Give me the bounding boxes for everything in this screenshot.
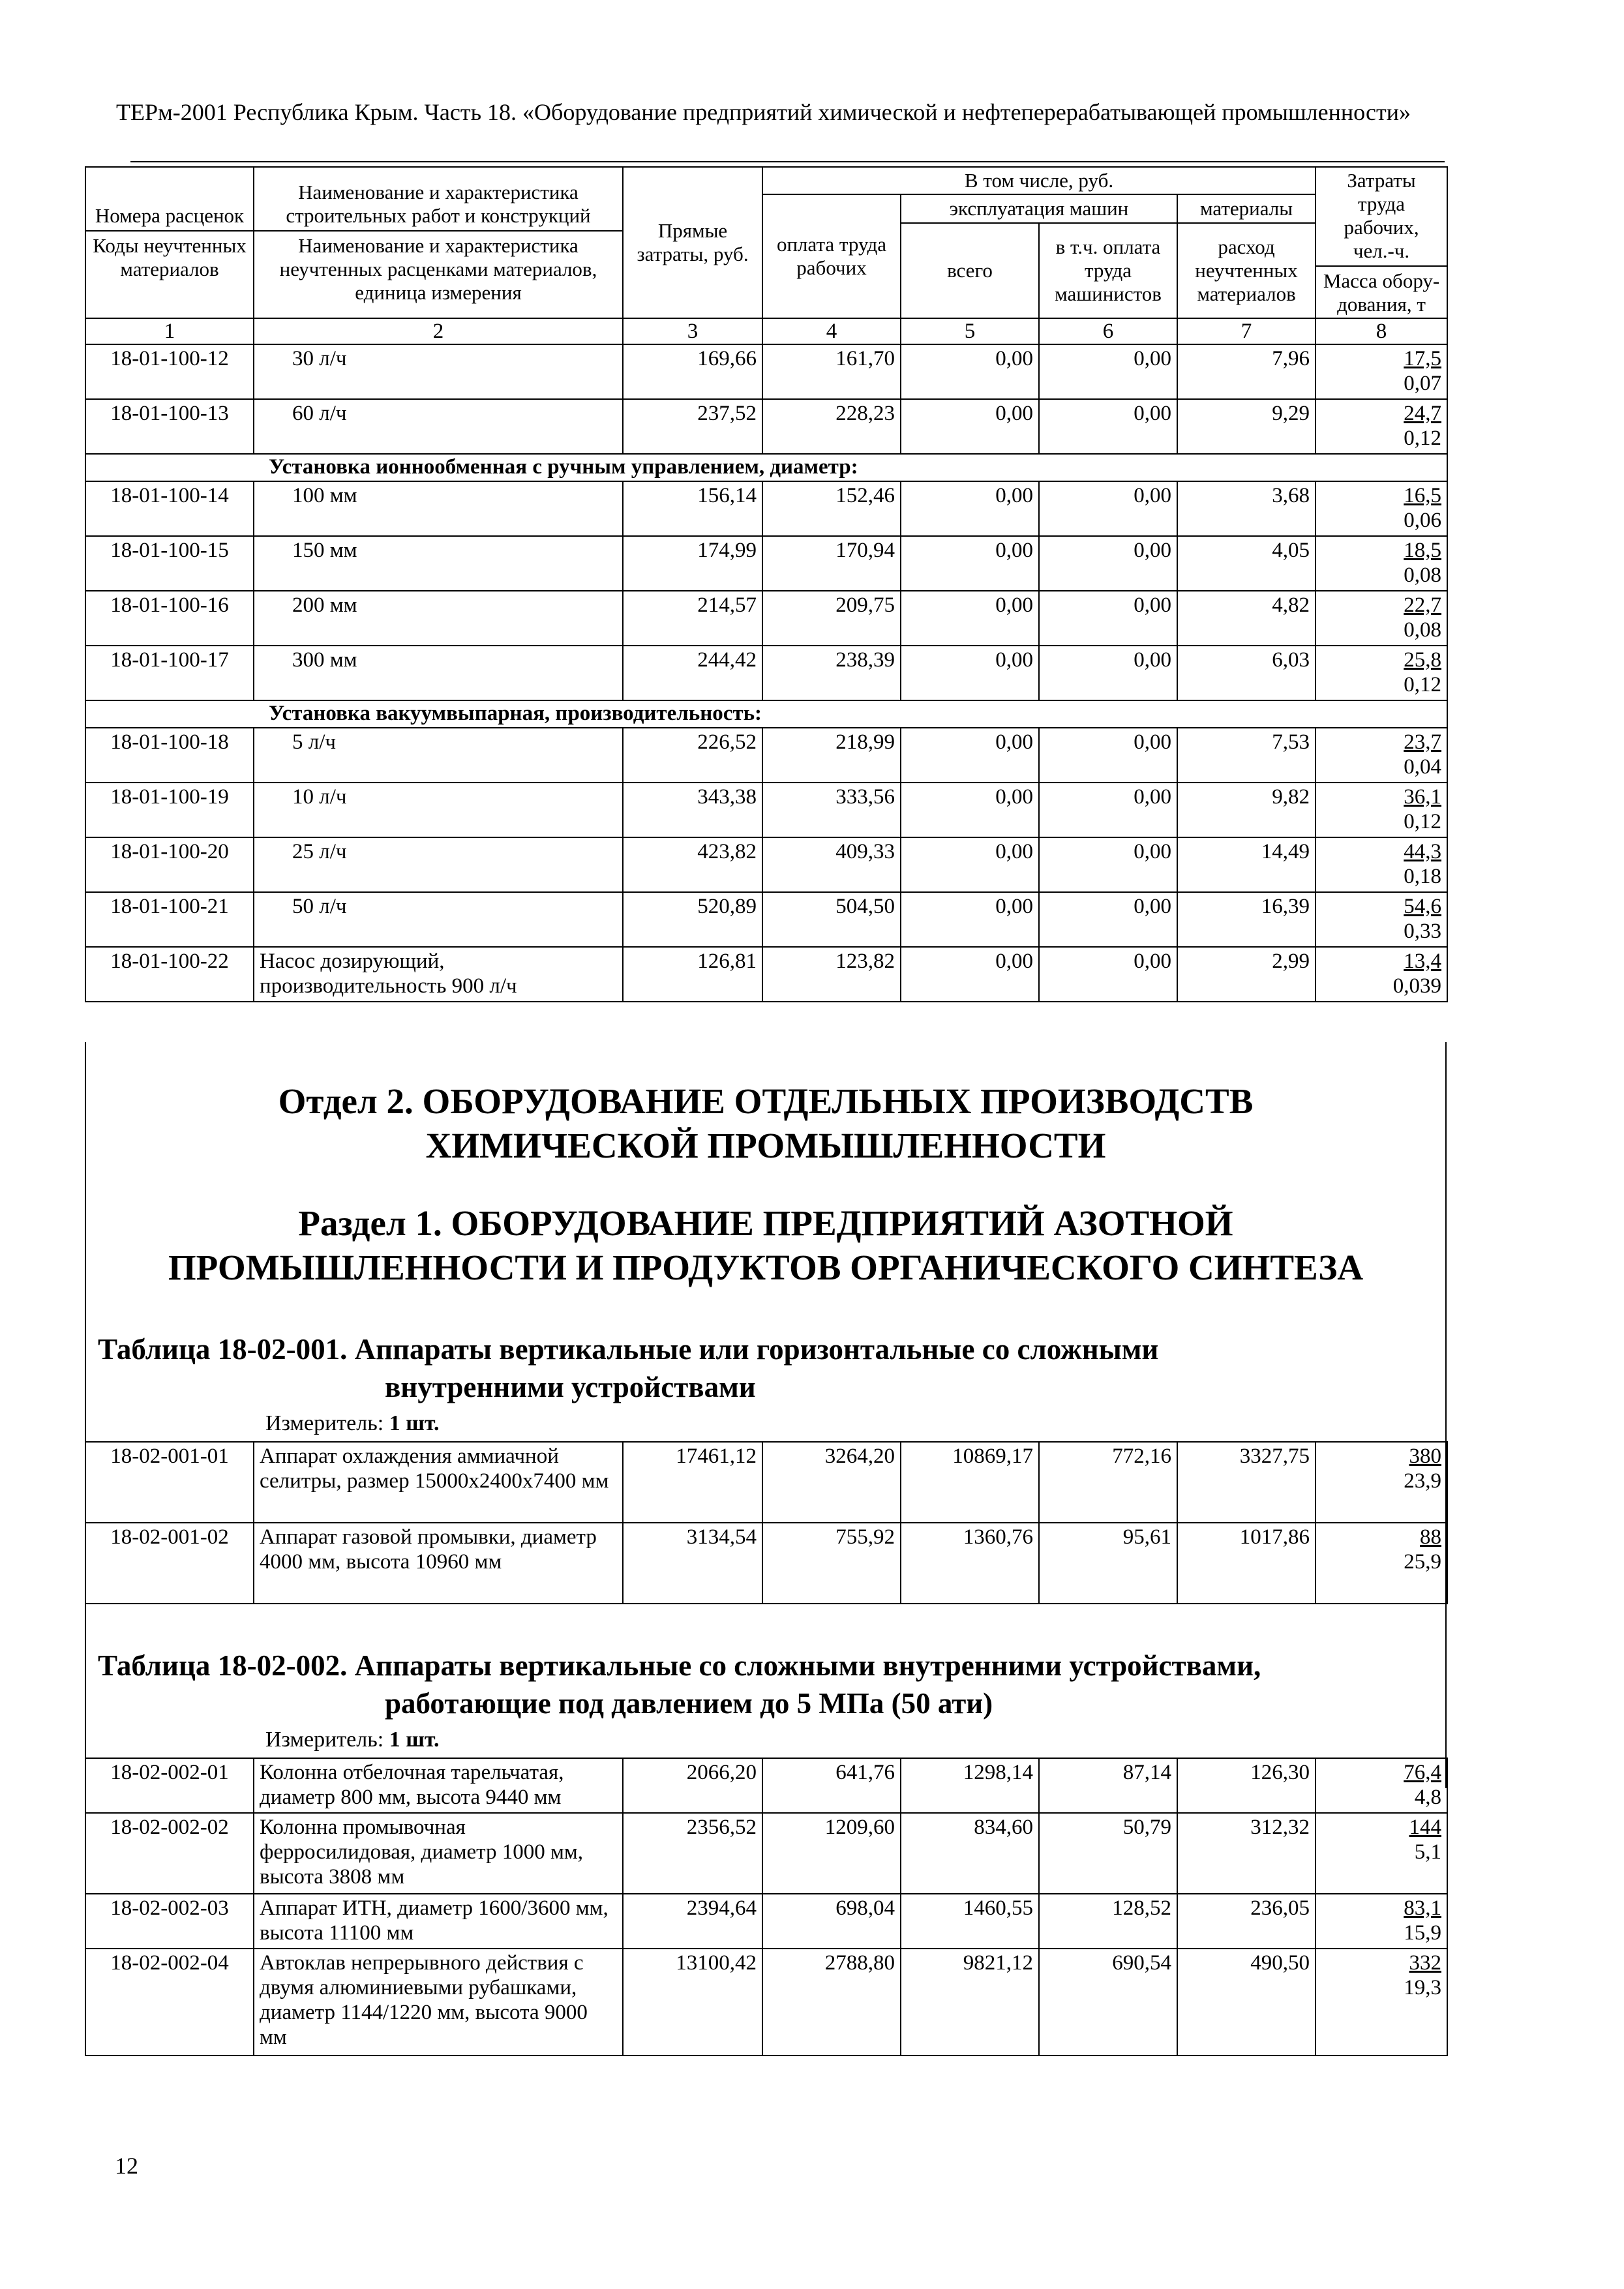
labor-hours: 380: [1409, 1444, 1441, 1468]
labor-and-mass: [1316, 783, 1447, 837]
operator-wages: 95,61: [1039, 1523, 1177, 1604]
labor-and-mass: [1316, 837, 1447, 892]
materials-cost: 2,99: [1177, 947, 1316, 1002]
labor-and-mass: [1316, 646, 1447, 700]
table2-title: Таблица 18-02-002. Аппараты вертикальные со сложными внутренними устройствами, работающие под давлением до 5 МПа (50 ати): [98, 1649, 1261, 1720]
rate-row: [85, 783, 1447, 837]
labor-hours: 24,7: [1404, 402, 1442, 425]
machines-total: 0,00: [901, 837, 1039, 892]
equipment-mass: 0,08: [1404, 563, 1442, 587]
worker-wages: 161,70: [762, 344, 901, 399]
labor-hours: 83,1: [1404, 1896, 1441, 1920]
operator-wages: 0,00: [1039, 591, 1177, 646]
rate-row: [85, 892, 1447, 947]
rate-code: 18-02-002-04: [85, 1949, 254, 2056]
rate-name: Колонна промывочная ферросилидовая, диаметр 1000 мм, высота 3808 мм: [254, 1813, 623, 1894]
rate-row: [85, 1949, 1447, 2056]
rate-row: [85, 481, 1447, 536]
rate-row: [85, 591, 1447, 646]
rate-name: 60 л/ч: [254, 399, 623, 454]
col-header-machines: эксплуатация машин: [901, 194, 1177, 223]
equipment-mass: 0,07: [1404, 372, 1442, 395]
labor-and-mass: [1316, 591, 1447, 646]
rate-name: 150 мм: [254, 536, 623, 591]
rate-code: 18-02-001-01: [85, 1442, 254, 1523]
machines-total: 0,00: [901, 892, 1039, 947]
operator-wages: 128,52: [1039, 1894, 1177, 1949]
worker-wages: 698,04: [762, 1894, 901, 1949]
rate-row: [85, 344, 1447, 399]
materials-cost: 1017,86: [1177, 1523, 1316, 1604]
labor-hours: 44,3: [1404, 840, 1442, 863]
worker-wages: 123,82: [762, 947, 901, 1002]
worker-wages: 755,92: [762, 1523, 901, 1604]
col-header-materials: материалы: [1177, 194, 1316, 223]
labor-hours: 18,5: [1404, 539, 1442, 562]
labor-hours: 23,7: [1404, 730, 1442, 754]
col-header-codes: Номера расценок Коды неучтенных материалов: [85, 167, 254, 318]
direct-costs: 156,14: [623, 481, 762, 536]
column-number: 6: [1039, 318, 1177, 344]
rate-row: [85, 1758, 1447, 1813]
direct-costs: 237,52: [623, 399, 762, 454]
direct-costs: 174,99: [623, 536, 762, 591]
machines-total: 0,00: [901, 536, 1039, 591]
page-number: 12: [115, 2153, 138, 2179]
labor-hours: 76,4: [1404, 1761, 1441, 1784]
worker-wages: 218,99: [762, 728, 901, 783]
labor-and-mass: [1316, 1894, 1447, 1949]
direct-costs: 17461,12: [623, 1442, 762, 1523]
column-number: 5: [901, 318, 1039, 344]
materials-cost: 312,32: [1177, 1813, 1316, 1894]
column-number: 8: [1316, 318, 1447, 344]
rate-code: 18-01-100-14: [85, 481, 254, 536]
machines-total: 9821,12: [901, 1949, 1039, 2056]
direct-costs: 2066,20: [623, 1758, 762, 1813]
rate-row: [85, 837, 1447, 892]
machines-total: 0,00: [901, 947, 1039, 1002]
rate-code: 18-01-100-12: [85, 344, 254, 399]
rate-code: 18-01-100-20: [85, 837, 254, 892]
table1-title: Таблица 18-02-001. Аппараты вертикальные или горизонтальные со сложными внутренними устройствами: [98, 1333, 1159, 1403]
machines-total: 834,60: [901, 1813, 1039, 1894]
labor-and-mass: [1316, 1758, 1447, 1813]
labor-and-mass: [1316, 1523, 1447, 1604]
labor-hours: 88: [1420, 1525, 1441, 1549]
col-header-operators: в т.ч. оплата труда машинистов: [1039, 223, 1177, 318]
worker-wages: 228,23: [762, 399, 901, 454]
equipment-mass: 0,33: [1404, 920, 1442, 943]
equipment-mass: 0,04: [1404, 755, 1442, 779]
table2: [85, 1758, 1448, 2056]
rate-code: 18-02-002-03: [85, 1894, 254, 1949]
worker-wages: 409,33: [762, 837, 901, 892]
equipment-mass: 0,12: [1404, 673, 1442, 696]
rate-row: [85, 728, 1447, 783]
operator-wages: 690,54: [1039, 1949, 1177, 2056]
col-header-wages: оплата труда рабочих: [762, 194, 901, 318]
worker-wages: 2788,80: [762, 1949, 901, 2056]
col-header-materials-usage: расход неучтенных материалов: [1177, 223, 1316, 318]
rate-code: 18-01-100-17: [85, 646, 254, 700]
operator-wages: 0,00: [1039, 728, 1177, 783]
rate-row: [85, 1442, 1447, 1523]
materials-cost: 490,50: [1177, 1949, 1316, 2056]
table2-measure: Измеритель: 1 шт.: [265, 1728, 440, 1752]
labor-and-mass: [1316, 536, 1447, 591]
direct-costs: 423,82: [623, 837, 762, 892]
materials-cost: 16,39: [1177, 892, 1316, 947]
materials-cost: 4,82: [1177, 591, 1316, 646]
rate-code: 18-02-002-02: [85, 1813, 254, 1894]
group-heading-row: [85, 700, 1447, 728]
rate-name: Аппарат охлаждения аммиачной селитры, размер 15000х2400х7400 мм: [254, 1442, 623, 1523]
machines-total: 10869,17: [901, 1442, 1039, 1523]
operator-wages: 0,00: [1039, 399, 1177, 454]
direct-costs: 343,38: [623, 783, 762, 837]
machines-total: 1298,14: [901, 1758, 1039, 1813]
rate-code: 18-01-100-18: [85, 728, 254, 783]
group-heading-row: [85, 454, 1447, 481]
worker-wages: 504,50: [762, 892, 901, 947]
machines-total: 0,00: [901, 646, 1039, 700]
table1-measure: Измеритель: 1 шт.: [265, 1411, 440, 1435]
col-header-names: Наименование и характеристика строительных работ и конструкций Наименование и характеристика неучтенных расценками материалов, единица измерения: [254, 167, 623, 318]
equipment-mass: 25,9: [1404, 1550, 1441, 1574]
materials-cost: 7,53: [1177, 728, 1316, 783]
machines-total: 0,00: [901, 783, 1039, 837]
labor-hours: 25,8: [1404, 648, 1442, 672]
direct-costs: 169,66: [623, 344, 762, 399]
labor-and-mass: [1316, 947, 1447, 1002]
machines-total: 0,00: [901, 591, 1039, 646]
labor-and-mass: [1316, 1949, 1447, 2056]
rate-code: 18-01-100-13: [85, 399, 254, 454]
operator-wages: 0,00: [1039, 947, 1177, 1002]
direct-costs: 126,81: [623, 947, 762, 1002]
rate-row: [85, 399, 1447, 454]
labor-and-mass: [1316, 728, 1447, 783]
materials-cost: 4,05: [1177, 536, 1316, 591]
labor-and-mass: [1316, 1813, 1447, 1894]
rate-name: 5 л/ч: [254, 728, 623, 783]
materials-cost: 9,82: [1177, 783, 1316, 837]
equipment-mass: 23,9: [1404, 1469, 1441, 1493]
equipment-mass: 0,08: [1404, 618, 1442, 642]
rate-name: Автоклав непрерывного действия с двумя алюминиевыми рубашками, диаметр 1144/1220 мм, высота 9000 мм: [254, 1949, 623, 2056]
rate-name: 300 мм: [254, 646, 623, 700]
rate-name: 30 л/ч: [254, 344, 623, 399]
rate-code: 18-02-001-02: [85, 1523, 254, 1604]
rates-table-upper: [85, 166, 1448, 1002]
materials-cost: 6,03: [1177, 646, 1316, 700]
operator-wages: 0,00: [1039, 481, 1177, 536]
equipment-mass: 0,12: [1404, 426, 1442, 450]
rate-name: 10 л/ч: [254, 783, 623, 837]
labor-and-mass: [1316, 1442, 1447, 1523]
operator-wages: 0,00: [1039, 536, 1177, 591]
column-number: 1: [85, 318, 254, 344]
materials-cost: 236,05: [1177, 1894, 1316, 1949]
direct-costs: 13100,42: [623, 1949, 762, 2056]
rate-name: Насос дозирующий, производительность 900 л/ч: [254, 947, 623, 1002]
labor-hours: 332: [1409, 1951, 1441, 1975]
labor-hours: 22,7: [1404, 593, 1442, 617]
worker-wages: 1209,60: [762, 1813, 901, 1894]
rate-name: 25 л/ч: [254, 837, 623, 892]
rate-row: [85, 947, 1447, 1002]
materials-cost: 3,68: [1177, 481, 1316, 536]
labor-hours: 36,1: [1404, 785, 1442, 809]
machines-total: 0,00: [901, 481, 1039, 536]
rate-name: 50 л/ч: [254, 892, 623, 947]
col-header-including: В том числе, руб.: [762, 167, 1316, 194]
rate-row: [85, 1894, 1447, 1949]
column-number: 7: [1177, 318, 1316, 344]
running-header: ТЕРм-2001 Республика Крым. Часть 18. «Оборудование предприятий химической и нефтеперерабатывающей промышленности»: [116, 99, 1411, 125]
labor-hours: 13,4: [1404, 950, 1442, 973]
equipment-mass: 0,06: [1404, 509, 1442, 532]
machines-total: 1460,55: [901, 1894, 1039, 1949]
rate-code: 18-01-100-21: [85, 892, 254, 947]
worker-wages: 238,39: [762, 646, 901, 700]
machines-total: 0,00: [901, 728, 1039, 783]
worker-wages: 170,94: [762, 536, 901, 591]
materials-cost: 7,96: [1177, 344, 1316, 399]
labor-and-mass: [1316, 892, 1447, 947]
rate-code: 18-01-100-19: [85, 783, 254, 837]
rate-row: [85, 1523, 1447, 1604]
operator-wages: 0,00: [1039, 783, 1177, 837]
labor-and-mass: [1316, 399, 1447, 454]
machines-total: 0,00: [901, 344, 1039, 399]
materials-cost: 126,30: [1177, 1758, 1316, 1813]
operator-wages: 0,00: [1039, 646, 1177, 700]
worker-wages: 152,46: [762, 481, 901, 536]
rate-name: 100 мм: [254, 481, 623, 536]
labor-hours: 54,6: [1404, 895, 1442, 918]
section-title: Раздел 1. ОБОРУДОВАНИЕ ПРЕДПРИЯТИЙ АЗОТНОЙ ПРОМЫШЛЕННОСТИ И ПРОДУКТОВ ОРГАНИЧЕСКОГО СИНТЕЗА: [168, 1203, 1364, 1287]
operator-wages: 87,14: [1039, 1758, 1177, 1813]
equipment-mass: 5,1: [1414, 1840, 1441, 1864]
labor-hours: 17,5: [1404, 347, 1442, 370]
rate-code: 18-01-100-16: [85, 591, 254, 646]
direct-costs: 214,57: [623, 591, 762, 646]
department-title: Отдел 2. ОБОРУДОВАНИЕ ОТДЕЛЬНЫХ ПРОИЗВОДСТВ ХИМИЧЕСКОЙ ПРОМЫШЛЕННОСТИ: [278, 1081, 1254, 1165]
equipment-mass: 4,8: [1414, 1786, 1441, 1809]
equipment-mass: 15,9: [1404, 1921, 1441, 1945]
rate-code: 18-01-100-15: [85, 536, 254, 591]
operator-wages: 0,00: [1039, 892, 1177, 947]
direct-costs: 226,52: [623, 728, 762, 783]
header-rule: [130, 161, 1445, 162]
direct-costs: 244,42: [623, 646, 762, 700]
column-number: 4: [762, 318, 901, 344]
rate-name: Аппарат газовой промывки, диаметр 4000 мм, высота 10960 мм: [254, 1523, 623, 1604]
labor-and-mass: [1316, 344, 1447, 399]
labor-and-mass: [1316, 481, 1447, 536]
equipment-mass: 0,12: [1404, 810, 1442, 833]
table1: [85, 1441, 1448, 1604]
worker-wages: 209,75: [762, 591, 901, 646]
direct-costs: 520,89: [623, 892, 762, 947]
rate-name: Аппарат ИТН, диаметр 1600/3600 мм, высота 11100 мм: [254, 1894, 623, 1949]
operator-wages: 0,00: [1039, 837, 1177, 892]
labor-hours: 144: [1409, 1816, 1441, 1839]
direct-costs: 3134,54: [623, 1523, 762, 1604]
group-heading: Установка вакуумвыпарная, производительность:: [85, 700, 1447, 728]
labor-hours: 16,5: [1404, 484, 1442, 507]
col-header-machines-total: всего: [901, 223, 1039, 318]
rate-name: Колонна отбелочная тарельчатая, диаметр 800 мм, высота 9440 мм: [254, 1758, 623, 1813]
machines-total: 1360,76: [901, 1523, 1039, 1604]
col-header-direct-costs: Прямые затраты, руб.: [623, 167, 762, 318]
materials-cost: 14,49: [1177, 837, 1316, 892]
machines-total: 0,00: [901, 399, 1039, 454]
rate-name: 200 мм: [254, 591, 623, 646]
operator-wages: 0,00: [1039, 344, 1177, 399]
equipment-mass: 0,18: [1404, 865, 1442, 888]
worker-wages: 3264,20: [762, 1442, 901, 1523]
operator-wages: 772,16: [1039, 1442, 1177, 1523]
worker-wages: 333,56: [762, 783, 901, 837]
col-header-labor: Затраты труда рабочих, чел.-ч. Масса обору-дования, т: [1316, 167, 1447, 318]
materials-cost: 9,29: [1177, 399, 1316, 454]
direct-costs: 2394,64: [623, 1894, 762, 1949]
materials-cost: 3327,75: [1177, 1442, 1316, 1523]
rate-row: [85, 1813, 1447, 1894]
direct-costs: 2356,52: [623, 1813, 762, 1894]
group-heading: Установка ионнообменная с ручным управлением, диаметр:: [85, 454, 1447, 481]
rate-row: [85, 646, 1447, 700]
equipment-mass: 19,3: [1404, 1976, 1441, 1999]
rate-code: 18-01-100-22: [85, 947, 254, 1002]
operator-wages: 50,79: [1039, 1813, 1177, 1894]
rate-row: [85, 536, 1447, 591]
column-number: 3: [623, 318, 762, 344]
worker-wages: 641,76: [762, 1758, 901, 1813]
rate-code: 18-02-002-01: [85, 1758, 254, 1813]
column-number: 2: [254, 318, 623, 344]
equipment-mass: 0,039: [1392, 974, 1442, 998]
